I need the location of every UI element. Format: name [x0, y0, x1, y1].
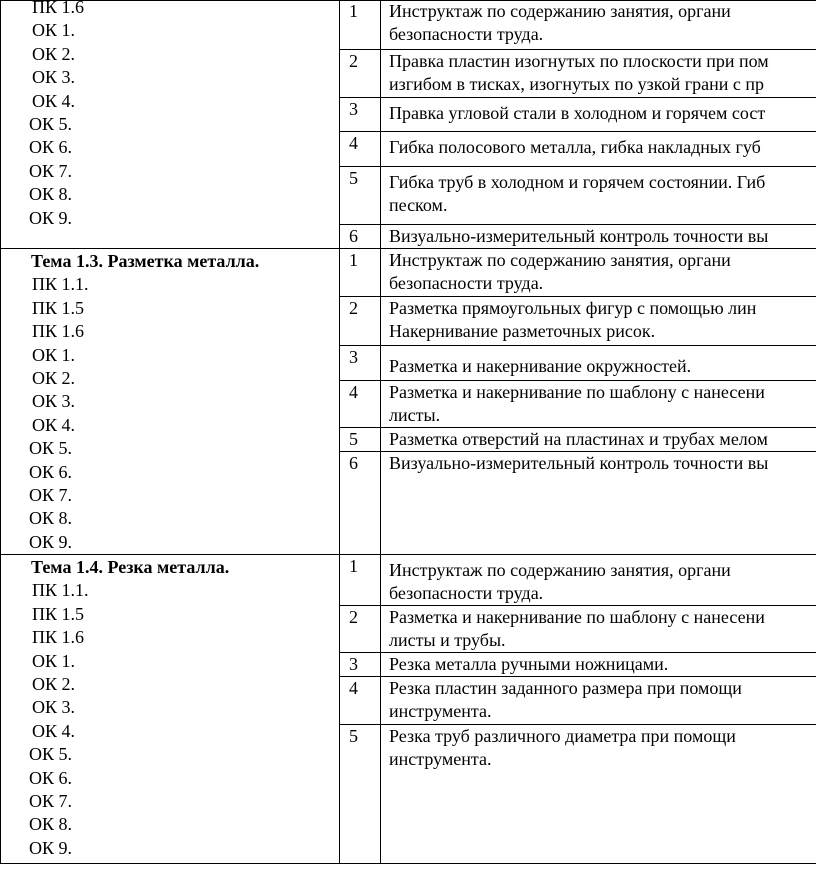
code-item: ПК 1.5 [32, 297, 85, 318]
code-item: ОК 4. [32, 720, 76, 741]
topic-title: Тема 1.3. Разметка металла. [31, 251, 260, 271]
row-number: 3 [349, 654, 358, 675]
code-item: ОК 9. [29, 531, 73, 552]
row-number: 2 [349, 51, 358, 71]
code-item: ОК 4. [32, 90, 76, 111]
code-item: ПК 1.1. [32, 274, 89, 295]
code-item: ОК 9. [29, 207, 73, 228]
table-row [1, 1, 816, 50]
row-number: 2 [349, 298, 358, 319]
code-item: ОК 4. [32, 414, 76, 435]
lesson-text: Резка пластин заданного размера при помощи инструмента. [389, 678, 742, 722]
topic-title: Тема 1.4. Резка металла. [31, 557, 230, 578]
row-number: 2 [349, 607, 358, 628]
code-item: ОК 2. [32, 43, 76, 64]
code-item: ОК 3. [32, 391, 76, 412]
lesson-text: Разметка и накернивание по шаблону с нанесени листы и трубы. [389, 607, 765, 651]
code-item: ОК 7. [29, 790, 73, 811]
code-item: ОК 6. [29, 461, 73, 482]
code-item: ПК 1.5 [32, 603, 85, 624]
lesson-text: Визуально-измерительный контроль точности вы [389, 453, 769, 474]
code-item: ОК 6. [29, 767, 73, 788]
code-item: ПК 1.6 [32, 321, 85, 342]
code-item: ОК 5. [29, 438, 73, 459]
row-number: 3 [349, 99, 358, 119]
row-number: 5 [349, 429, 358, 450]
code-item: ОК 8. [29, 814, 73, 835]
lesson-text: Разметка и накернивание по шаблону с нанесени листы. [389, 381, 765, 425]
row-number: 1 [349, 250, 358, 270]
row-number: 1 [349, 556, 358, 577]
code-item: ПК 1.1. [32, 580, 89, 601]
lesson-text: Инструктаж по содержанию занятия, органи безопасности труда. [389, 560, 731, 604]
competency-cell [1, 249, 340, 555]
row-number: 5 [349, 726, 358, 747]
row-number: 6 [349, 226, 358, 246]
code-item: ОК 8. [29, 184, 73, 205]
code-item: ОК 2. [32, 674, 76, 695]
competency-cell [1, 1, 340, 249]
lesson-text: Правка пластин изогнутых по плоскости при пом изгибом в тисках, изогнутых по узкой грани с пр [389, 51, 769, 94]
table-row [1, 555, 816, 606]
code-item: ПК 1.6 [32, 627, 85, 648]
lesson-text: Разметка прямоугольных фигур с помощью лин Накернивание разметочных рисок. [389, 298, 757, 342]
lesson-text: Гибка полосового металла, гибка накладных губ [389, 137, 761, 157]
row-number: 5 [349, 168, 358, 188]
lesson-text: Разметка отверстий на пластинах и трубах мелом [389, 429, 768, 450]
lesson-text: Резка металла ручными ножницами. [389, 654, 669, 675]
lesson-text: Гибка труб в холодном и горячем состоянии. Гиб песком. [389, 172, 766, 215]
code-item: ОК 3. [32, 67, 76, 88]
lesson-text: Резка труб различного диаметра при помощи инструмента. [389, 726, 736, 770]
code-item: ОК 1. [32, 20, 76, 41]
row-number: 4 [349, 678, 358, 699]
code-item: ПК 1.6 [32, 0, 85, 17]
code-item: ОК 7. [29, 160, 73, 181]
lesson-text: Визуально-измерительный контроль точности вы [389, 226, 769, 246]
row-number: 6 [349, 453, 358, 474]
row-number: 4 [349, 381, 358, 402]
code-item: ОК 9. [29, 837, 73, 858]
code-item: ОК 5. [29, 113, 73, 134]
code-item: ОК 7. [29, 484, 73, 505]
code-item: ОК 2. [32, 367, 76, 388]
code-item: ОК 8. [29, 508, 73, 529]
row-number: 3 [349, 346, 358, 367]
code-item: ОК 1. [32, 650, 76, 671]
code-item: ОК 3. [32, 697, 76, 718]
lesson-text: Разметка и накернивание окружностей. [389, 355, 692, 376]
competency-cell [1, 555, 340, 864]
code-item: ОК 5. [29, 744, 73, 765]
lesson-text: Инструктаж по содержанию занятия, органи безопасности труда. [389, 1, 731, 44]
table-row [1, 249, 816, 297]
lesson-text: Инструктаж по содержанию занятия, органи безопасности труда. [389, 250, 731, 293]
row-number: 1 [349, 1, 358, 21]
lesson-text: Правка угловой стали в холодном и горячем сост [389, 103, 766, 123]
row-number: 4 [349, 133, 358, 153]
code-item: ОК 1. [32, 344, 76, 365]
code-item: ОК 6. [29, 137, 73, 158]
